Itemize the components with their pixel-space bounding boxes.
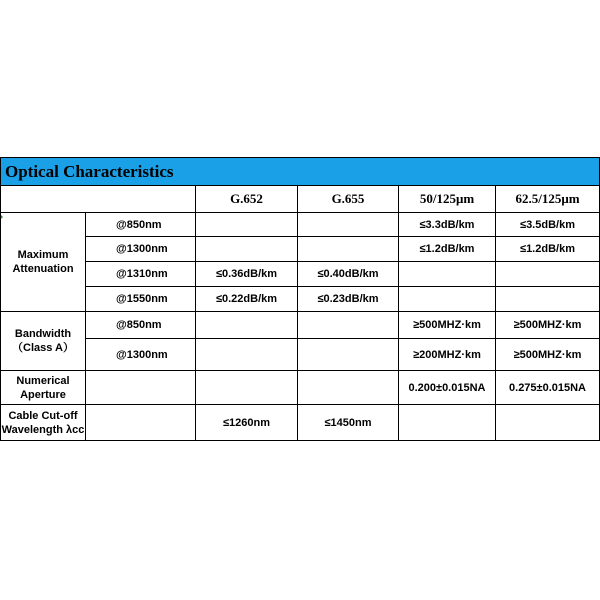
value-cell — [196, 339, 298, 371]
header-blank — [1, 186, 196, 213]
value-cell: ≤0.22dB/km — [196, 287, 298, 312]
column-header-62-5-125: 62.5/125μm — [496, 186, 600, 213]
param-cable-cutoff-wavelength — [1, 405, 86, 441]
value-cell — [399, 287, 496, 312]
value-cell — [196, 213, 298, 237]
param-max-attenuation — [1, 213, 86, 312]
value-cell: ≤1.2dB/km — [399, 237, 496, 262]
value-cell: ≥500MHZ·km — [496, 339, 600, 371]
column-header-50-125: 50/125μm — [399, 186, 496, 213]
param-label-line: Maximum — [17, 249, 69, 261]
condition-cell: @1310nm — [86, 262, 196, 287]
param-bandwidth — [1, 312, 86, 371]
value-cell: 0.275±0.015NA — [496, 371, 600, 405]
table-row — [1, 371, 600, 405]
value-cell: ≥200MHZ·km — [399, 339, 496, 371]
value-cell — [298, 237, 399, 262]
param-label-line: Numerical — [16, 374, 70, 387]
value-cell: ≥500MHZ·km — [496, 312, 600, 339]
table-row — [1, 287, 600, 312]
condition-cell: @1300nm — [86, 339, 196, 371]
condition-cell — [86, 405, 196, 441]
param-numerical-aperture — [1, 371, 86, 405]
table-row — [1, 339, 600, 371]
condition-cell — [86, 371, 196, 405]
value-cell — [196, 237, 298, 262]
value-cell — [196, 371, 298, 405]
value-cell — [399, 405, 496, 441]
table-row — [1, 262, 600, 287]
value-cell — [496, 405, 600, 441]
value-cell: ≤0.36dB/km — [196, 262, 298, 287]
param-label-line: Cable Cut-off — [8, 409, 78, 422]
value-cell: ≤0.40dB/km — [298, 262, 399, 287]
optical-characteristics-table — [0, 157, 600, 441]
value-cell: ≤3.3dB/km — [399, 213, 496, 237]
value-cell — [196, 312, 298, 339]
value-cell: ≤1450nm — [298, 405, 399, 441]
value-cell — [298, 339, 399, 371]
table-row — [1, 405, 600, 441]
value-cell: ≤3.5dB/km — [496, 213, 600, 237]
value-cell — [496, 262, 600, 287]
condition-cell: @1300nm — [86, 237, 196, 262]
value-cell — [298, 312, 399, 339]
value-cell: 0.200±0.015NA — [399, 371, 496, 405]
value-cell: ≥500MHZ·km — [399, 312, 496, 339]
param-label-line: Bandwidth — [14, 328, 72, 340]
param-label-line: Wavelength λcc — [1, 423, 85, 436]
value-cell — [399, 262, 496, 287]
table-title: Optical Characteristics — [1, 158, 600, 186]
title-row — [1, 158, 600, 186]
value-cell — [298, 213, 399, 237]
column-header-g652: G.652 — [196, 186, 298, 213]
column-header-row — [1, 186, 600, 213]
condition-cell: @850nm — [86, 312, 196, 339]
table-row — [1, 312, 600, 339]
param-label-line: （Class A） — [12, 342, 74, 354]
condition-cell: @850nm — [86, 213, 196, 237]
value-cell: ≤0.23dB/km — [298, 287, 399, 312]
table-row — [1, 213, 600, 237]
condition-cell: @1550nm — [86, 287, 196, 312]
value-cell: ≤1260nm — [196, 405, 298, 441]
value-cell: ≤1.2dB/km — [496, 237, 600, 262]
param-label-line: Attenuation — [12, 263, 74, 275]
value-cell — [298, 371, 399, 405]
value-cell — [496, 287, 600, 312]
column-header-g655: G.655 — [298, 186, 399, 213]
table-row — [1, 237, 600, 262]
param-label-line: Aperture — [20, 388, 66, 401]
